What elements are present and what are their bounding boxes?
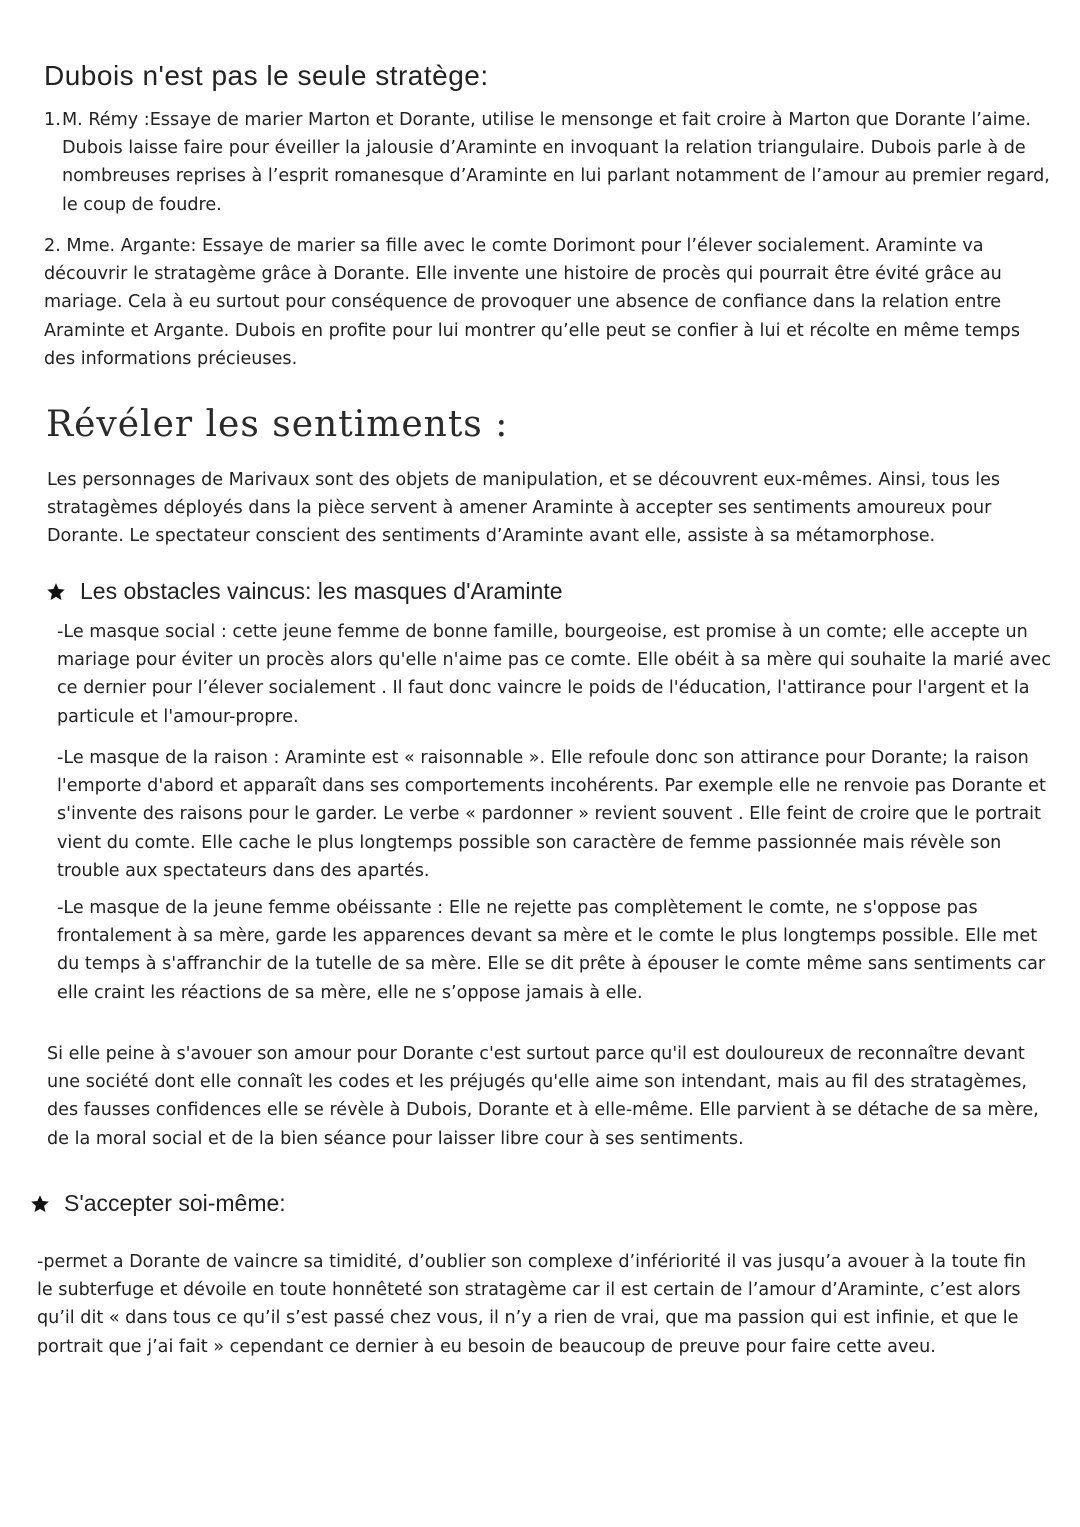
list-text: M. Rémy :Essaye de marier Marton et Dorante, utilise le mensonge et fait croire à Marton que Dorante l’aime. Dubois laisse faire pour éveiller la jalousie d’Araminte en invoquant la relation triangulaire. Dubois parle à de nombreuses reprises à l’esprit romanesque d’Araminte en lui parlant notamment de l’amour au premier regard, le coup de foudre. [62,110,1050,215]
list-item [44,106,1069,219]
conclusion-paragraph: Si elle peine à s'avouer son amour pour Dorante c'est surtout parce qu'il est douloureux de reconnaître devant une société dont elle connaît les codes et les préjugés qu'elle aime son intendant, mais au fil des stratagèmes, des fausses confidences elle se révèle à Dubois, Dorante et à elle-même. Elle parvient à se détache de sa mère, de la moral social et de la bien séance pour laisser libre cour à ses sentiments. [47,1044,1039,1149]
list-number: 2. [44,236,61,256]
mask-paragraph-obedient: -Le masque de la jeune femme obéissante : Elle ne rejette pas complètement le comte, ne s'oppose pas frontalement à sa mère, garde les apparences devant sa mère et le comte le plus longtemps possible. Elle met du temps à s'affranchir de la tutelle de sa mère. Elle se dit prête à épouser le comte même sans sentiments car elle craint les réactions de sa mère, elle ne s’oppose jamais à elle. [57,898,1046,1003]
list-text: Mme. Argante: Essaye de marier sa fille avec le comte Dorimont pour l’élever socialement. Araminte va découvrir le stratagème grâce à Dorante. Elle invente une histoire de procès qui pourrait être évité grâce au mariage. Cela à eu surtout pour conséquence de provoquer une absence de confiance dans la relation entre Araminte et Argante. Dubois en profite pour lui montrer qu’elle peut se confier à lui et récolte en même temps des informations précieuses. [44,236,1020,369]
subheading-accept [30,1190,286,1217]
star-icon [46,582,66,602]
intro-paragraph: Les personnages de Marivaux sont des objets de manipulation, et se découvrent eux-mêmes. Ainsi, tous les stratagèmes déployés dans la pièce servent à amener Araminte à accepter ses sentiments amoureux pour Dorante. Le spectateur conscient des sentiments d’Araminte avant elle, assiste à sa métamorphose. [47,470,1001,547]
subheading-label: Les obstacles vaincus: les masques d'Araminte [80,578,563,604]
subheading-label: S'accepter soi-même: [64,1190,286,1216]
section-heading-reveal: Révéler les sentiments : [46,404,509,445]
accept-paragraph: -permet a Dorante de vaincre sa timidité, d’oublier son complexe d’infériorité il vas jusqu’a avouer à la toute fin le subterfuge et dévoile en toute honnêteté son stratagème car il est certain de l’amour d’Araminte, c’est alors qu’il dit « dans tous ce qu’il s’est passé chez vous, il n’y a rien de vrai, que ma passion qui est infinie, et que le portrait que j’ai fait » cependant ce dernier à eu besoin de beaucoup de preuve pour faire cette aveu. [37,1252,1027,1357]
list-number: 1. [44,110,61,130]
subheading-obstacles [46,578,563,605]
list-item [44,232,1044,373]
mask-paragraph-reason: -Le masque de la raison : Araminte est « raisonnable ». Elle refoule donc son attirance pour Dorante; la raison l'emporte d'abord et apparaît dans ses comportements incohérents. Par exemple elle ne renvoie pas Dorante et s'invente des raisons pour le garder. Le verbe « pardonner » revient souvent . Elle feint de croire que le portrait vient du comte. Elle cache le plus longtemps possible son caractère de femme passionnée mais révèle son trouble aux spectateurs dans des apartés. [57,748,1046,881]
mask-paragraph-social: -Le masque social : cette jeune femme de bonne famille, bourgeoise, est promise à un comte; elle accepte un mariage pour éviter un procès alors qu'elle n'aime pas ce comte. Elle obéit à sa mère qui souhaite la marié avec ce dernier pour l’élever socialement . Il faut donc vaincre le poids de l'éducation, l'attirance pour l'argent et la particule et l'amour-propre. [57,622,1052,727]
star-icon [30,1194,50,1214]
section-heading-strategists: Dubois n'est pas le seule stratège: [44,60,489,91]
